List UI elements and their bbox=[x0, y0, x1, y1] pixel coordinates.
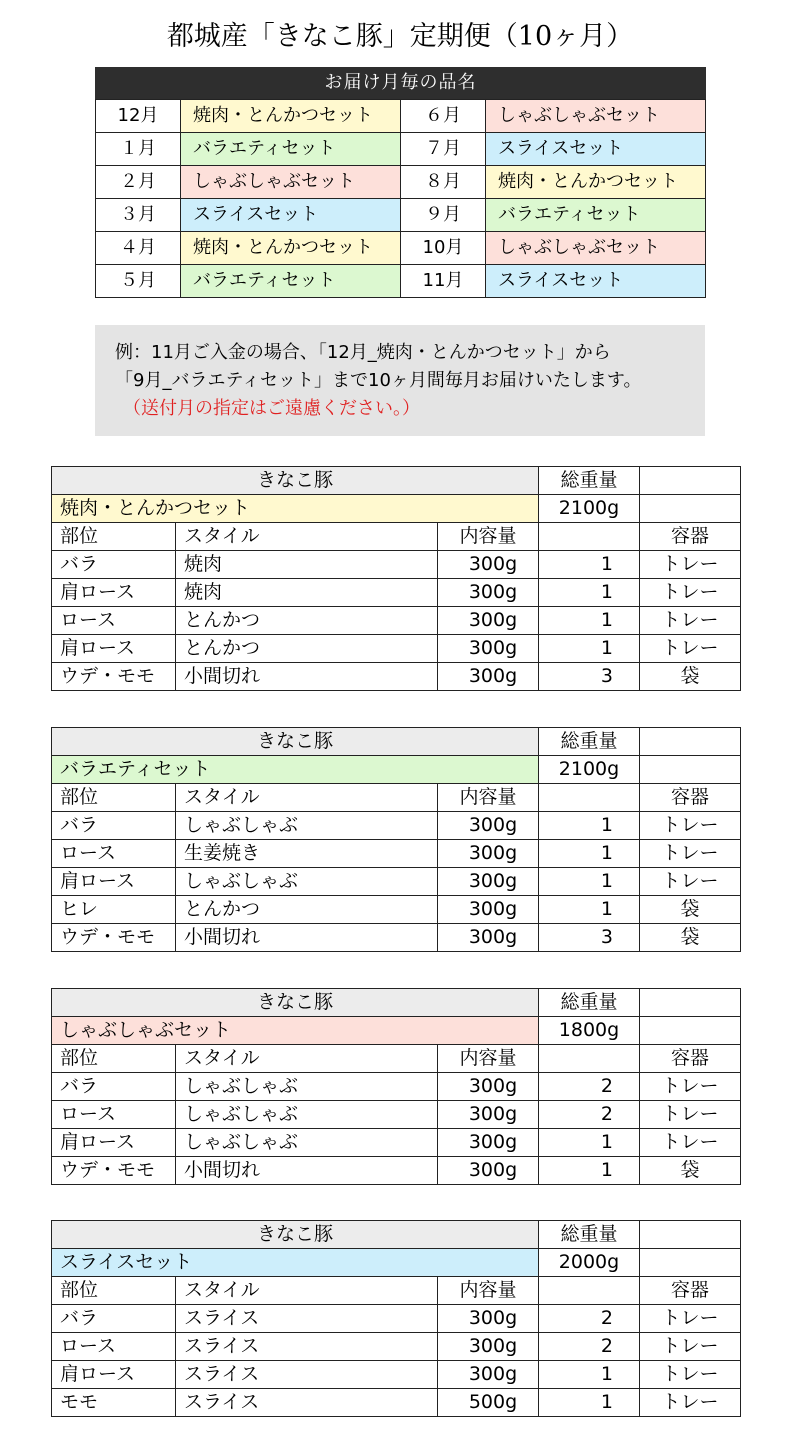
page-title: 都城産「きなこ豚」定期便（10ヶ月） bbox=[166, 21, 634, 52]
table-row bbox=[52, 896, 741, 924]
item-part: ロース bbox=[52, 1101, 176, 1129]
total-weight-label: 総重量 bbox=[539, 989, 640, 1017]
set-name-row bbox=[52, 756, 741, 784]
col-amount: 内容量 bbox=[438, 1277, 539, 1305]
empty-cell bbox=[640, 728, 741, 756]
item-qty: 2 bbox=[539, 1305, 640, 1333]
item-qty: 3 bbox=[539, 924, 640, 952]
table-row bbox=[52, 1129, 741, 1157]
schedule-row bbox=[96, 232, 706, 265]
table-row bbox=[52, 551, 741, 579]
schedule-set: しゃぶしゃぶセット bbox=[486, 232, 706, 265]
schedule-set: スライスセット bbox=[181, 199, 401, 232]
item-style: スライス bbox=[176, 1361, 438, 1389]
item-amount: 300g bbox=[438, 1157, 539, 1185]
item-container: トレー bbox=[640, 1129, 741, 1157]
schedule-month: ８月 bbox=[401, 166, 486, 199]
brand-label: きなこ豚 bbox=[52, 989, 539, 1017]
item-container: トレー bbox=[640, 607, 741, 635]
delivery-schedule bbox=[95, 67, 706, 298]
empty-cell bbox=[539, 1045, 640, 1073]
col-container: 容器 bbox=[640, 1277, 741, 1305]
item-container: トレー bbox=[640, 812, 741, 840]
column-header-row bbox=[52, 523, 741, 551]
item-style: しゃぶしゃぶ bbox=[176, 1129, 438, 1157]
item-amount: 300g bbox=[438, 1073, 539, 1101]
item-qty: 1 bbox=[539, 1389, 640, 1417]
table-row bbox=[52, 1333, 741, 1361]
item-part: バラ bbox=[52, 1073, 176, 1101]
item-style: しゃぶしゃぶ bbox=[176, 868, 438, 896]
item-container: トレー bbox=[640, 840, 741, 868]
item-container: トレー bbox=[640, 1333, 741, 1361]
empty-cell bbox=[640, 467, 741, 495]
item-part: ウデ・モモ bbox=[52, 1157, 176, 1185]
item-container: トレー bbox=[640, 1361, 741, 1389]
item-style: しゃぶしゃぶ bbox=[176, 1101, 438, 1129]
item-qty: 2 bbox=[539, 1101, 640, 1129]
item-part: 肩ロース bbox=[52, 868, 176, 896]
table-row bbox=[52, 868, 741, 896]
item-style: しゃぶしゃぶ bbox=[176, 812, 438, 840]
item-style: 焼肉 bbox=[176, 579, 438, 607]
brand-label: きなこ豚 bbox=[52, 728, 539, 756]
column-header-row bbox=[52, 784, 741, 812]
col-amount: 内容量 bbox=[438, 523, 539, 551]
set-name: バラエティセット bbox=[52, 756, 539, 784]
item-qty: 3 bbox=[539, 663, 640, 691]
table-row bbox=[52, 635, 741, 663]
item-part: バラ bbox=[52, 1305, 176, 1333]
item-qty: 1 bbox=[539, 868, 640, 896]
set-name: しゃぶしゃぶセット bbox=[52, 1017, 539, 1045]
item-part: ウデ・モモ bbox=[52, 663, 176, 691]
col-part: 部位 bbox=[52, 1045, 176, 1073]
schedule-set: しゃぶしゃぶセット bbox=[486, 100, 706, 133]
item-container: 袋 bbox=[640, 663, 741, 691]
schedule-month: ３月 bbox=[96, 199, 181, 232]
item-amount: 300g bbox=[438, 1129, 539, 1157]
table-row bbox=[52, 840, 741, 868]
item-qty: 1 bbox=[539, 812, 640, 840]
item-style: スライス bbox=[176, 1333, 438, 1361]
note-line-1: 例：11月ご入金の場合、「12月_焼肉・とんかつセット」から bbox=[115, 342, 611, 363]
empty-cell bbox=[640, 1249, 741, 1277]
item-amount: 300g bbox=[438, 1305, 539, 1333]
item-style: 生姜焼き bbox=[176, 840, 438, 868]
col-style: スタイル bbox=[176, 1045, 438, 1073]
schedule-row bbox=[96, 265, 706, 298]
schedule-month: １月 bbox=[96, 133, 181, 166]
table-row bbox=[52, 812, 741, 840]
schedule-set: 焼肉・とんかつセット bbox=[486, 166, 706, 199]
item-container: 袋 bbox=[640, 924, 741, 952]
table-header-row bbox=[52, 989, 741, 1017]
table-header-row bbox=[52, 728, 741, 756]
item-part: 肩ロース bbox=[52, 635, 176, 663]
empty-cell bbox=[539, 1277, 640, 1305]
item-amount: 300g bbox=[438, 840, 539, 868]
item-amount: 300g bbox=[438, 1333, 539, 1361]
schedule-row bbox=[96, 133, 706, 166]
table-row bbox=[52, 1305, 741, 1333]
empty-cell bbox=[640, 495, 741, 523]
table-row bbox=[52, 924, 741, 952]
col-style: スタイル bbox=[176, 1277, 438, 1305]
empty-cell bbox=[640, 756, 741, 784]
schedule-month: ７月 bbox=[401, 133, 486, 166]
schedule-grid bbox=[95, 99, 706, 298]
column-header-row bbox=[52, 1045, 741, 1073]
item-qty: 1 bbox=[539, 1361, 640, 1389]
col-style: スタイル bbox=[176, 784, 438, 812]
item-qty: 1 bbox=[539, 607, 640, 635]
schedule-set: バラエティセット bbox=[181, 265, 401, 298]
set-table bbox=[51, 727, 741, 952]
table-row bbox=[52, 1157, 741, 1185]
item-style: 小間切れ bbox=[176, 924, 438, 952]
item-style: しゃぶしゃぶ bbox=[176, 1073, 438, 1101]
note-line-2: 「9月_バラエティセット」まで10ヶ月間毎月お届けいたします。 bbox=[115, 370, 642, 391]
table-row bbox=[52, 1073, 741, 1101]
table-header-row bbox=[52, 1221, 741, 1249]
item-qty: 1 bbox=[539, 1129, 640, 1157]
total-weight: 2000g bbox=[539, 1249, 640, 1277]
item-container: 袋 bbox=[640, 896, 741, 924]
item-container: トレー bbox=[640, 1389, 741, 1417]
item-container: トレー bbox=[640, 1073, 741, 1101]
item-amount: 300g bbox=[438, 551, 539, 579]
item-container: トレー bbox=[640, 868, 741, 896]
item-amount: 300g bbox=[438, 1361, 539, 1389]
table-row bbox=[52, 607, 741, 635]
total-weight: 2100g bbox=[539, 495, 640, 523]
item-container: トレー bbox=[640, 1101, 741, 1129]
schedule-month: ４月 bbox=[96, 232, 181, 265]
schedule-month: ２月 bbox=[96, 166, 181, 199]
item-qty: 2 bbox=[539, 1073, 640, 1101]
schedule-month: ６月 bbox=[401, 100, 486, 133]
item-style: スライス bbox=[176, 1389, 438, 1417]
item-style: 小間切れ bbox=[176, 663, 438, 691]
set-table bbox=[51, 466, 741, 691]
item-amount: 300g bbox=[438, 812, 539, 840]
schedule-month: 12月 bbox=[96, 100, 181, 133]
empty-cell bbox=[640, 1017, 741, 1045]
col-amount: 内容量 bbox=[438, 1045, 539, 1073]
item-amount: 300g bbox=[438, 635, 539, 663]
item-amount: 500g bbox=[438, 1389, 539, 1417]
item-container: トレー bbox=[640, 1305, 741, 1333]
item-part: ロース bbox=[52, 840, 176, 868]
total-weight: 1800g bbox=[539, 1017, 640, 1045]
item-part: ロース bbox=[52, 1333, 176, 1361]
schedule-set: 焼肉・とんかつセット bbox=[181, 232, 401, 265]
item-qty: 1 bbox=[539, 840, 640, 868]
item-qty: 2 bbox=[539, 1333, 640, 1361]
schedule-set: バラエティセット bbox=[486, 199, 706, 232]
item-amount: 300g bbox=[438, 663, 539, 691]
brand-label: きなこ豚 bbox=[52, 1221, 539, 1249]
empty-cell bbox=[539, 523, 640, 551]
item-part: モモ bbox=[52, 1389, 176, 1417]
col-style: スタイル bbox=[176, 523, 438, 551]
item-part: 肩ロース bbox=[52, 1129, 176, 1157]
empty-cell bbox=[539, 784, 640, 812]
table-header-row bbox=[52, 467, 741, 495]
col-amount: 内容量 bbox=[438, 784, 539, 812]
schedule-set: 焼肉・とんかつセット bbox=[181, 100, 401, 133]
item-qty: 1 bbox=[539, 896, 640, 924]
item-style: 小間切れ bbox=[176, 1157, 438, 1185]
item-style: とんかつ bbox=[176, 896, 438, 924]
item-part: バラ bbox=[52, 551, 176, 579]
col-part: 部位 bbox=[52, 784, 176, 812]
table-row bbox=[52, 1389, 741, 1417]
set-name-row bbox=[52, 495, 741, 523]
col-container: 容器 bbox=[640, 1045, 741, 1073]
schedule-set: バラエティセット bbox=[181, 133, 401, 166]
total-weight: 2100g bbox=[539, 756, 640, 784]
brand-label: きなこ豚 bbox=[52, 467, 539, 495]
item-container: 袋 bbox=[640, 1157, 741, 1185]
schedule-month: 10月 bbox=[401, 232, 486, 265]
col-part: 部位 bbox=[52, 1277, 176, 1305]
item-amount: 300g bbox=[438, 896, 539, 924]
item-style: スライス bbox=[176, 1305, 438, 1333]
item-part: バラ bbox=[52, 812, 176, 840]
empty-cell bbox=[640, 989, 741, 1017]
item-amount: 300g bbox=[438, 1101, 539, 1129]
table-row bbox=[52, 1361, 741, 1389]
item-part: 肩ロース bbox=[52, 579, 176, 607]
item-style: とんかつ bbox=[176, 607, 438, 635]
item-qty: 1 bbox=[539, 635, 640, 663]
set-table bbox=[51, 1220, 741, 1417]
item-qty: 1 bbox=[539, 1157, 640, 1185]
col-part: 部位 bbox=[52, 523, 176, 551]
item-qty: 1 bbox=[539, 579, 640, 607]
item-qty: 1 bbox=[539, 551, 640, 579]
schedule-row bbox=[96, 199, 706, 232]
set-table bbox=[51, 988, 741, 1185]
col-container: 容器 bbox=[640, 523, 741, 551]
schedule-row bbox=[96, 166, 706, 199]
set-name-row bbox=[52, 1017, 741, 1045]
item-amount: 300g bbox=[438, 579, 539, 607]
set-name-row bbox=[52, 1249, 741, 1277]
column-header-row bbox=[52, 1277, 741, 1305]
total-weight-label: 総重量 bbox=[539, 467, 640, 495]
item-part: ウデ・モモ bbox=[52, 924, 176, 952]
set-name: 焼肉・とんかつセット bbox=[52, 495, 539, 523]
total-weight-label: 総重量 bbox=[539, 1221, 640, 1249]
table-row bbox=[52, 663, 741, 691]
item-amount: 300g bbox=[438, 607, 539, 635]
item-amount: 300g bbox=[438, 868, 539, 896]
schedule-month: ９月 bbox=[401, 199, 486, 232]
schedule-month: ５月 bbox=[96, 265, 181, 298]
total-weight-label: 総重量 bbox=[539, 728, 640, 756]
item-container: トレー bbox=[640, 579, 741, 607]
item-amount: 300g bbox=[438, 924, 539, 952]
schedule-month: 11月 bbox=[401, 265, 486, 298]
schedule-set: スライスセット bbox=[486, 265, 706, 298]
item-part: ヒレ bbox=[52, 896, 176, 924]
item-container: トレー bbox=[640, 635, 741, 663]
item-style: 焼肉 bbox=[176, 551, 438, 579]
schedule-set: しゃぶしゃぶセット bbox=[181, 166, 401, 199]
set-name: スライスセット bbox=[52, 1249, 539, 1277]
item-part: 肩ロース bbox=[52, 1361, 176, 1389]
example-note bbox=[95, 325, 705, 436]
item-part: ロース bbox=[52, 607, 176, 635]
item-style: とんかつ bbox=[176, 635, 438, 663]
schedule-row bbox=[96, 100, 706, 133]
table-row bbox=[52, 1101, 741, 1129]
col-container: 容器 bbox=[640, 784, 741, 812]
note-warning: （送付月の指定はご遠慮ください。） bbox=[123, 398, 420, 419]
schedule-header: お届け月毎の品名 bbox=[95, 67, 706, 99]
schedule-set: スライスセット bbox=[486, 133, 706, 166]
item-container: トレー bbox=[640, 551, 741, 579]
table-row bbox=[52, 579, 741, 607]
empty-cell bbox=[640, 1221, 741, 1249]
